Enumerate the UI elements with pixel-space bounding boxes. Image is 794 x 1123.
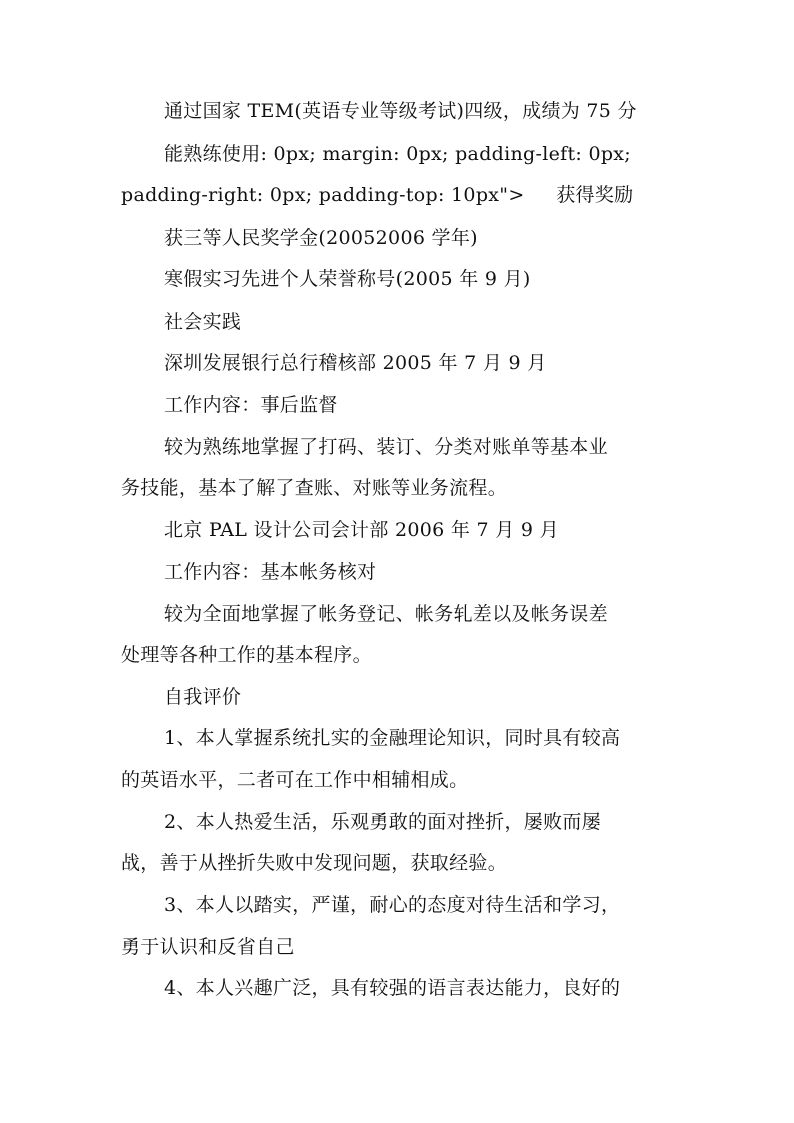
section-heading-practice: 社会实践 xyxy=(164,311,242,333)
line-skills-fragment-2: padding-right: 0px; padding-top: 10px"> 获得奖励 xyxy=(121,184,634,206)
line-skills-fragment-1: 能熟练使用: 0px; margin: 0px; padding-left: 0px; xyxy=(164,143,632,165)
line-eval-1b: 的英语水平，二者可在工作中相辅相成。 xyxy=(121,769,469,791)
line-honor-title: 寒假实习先进个人荣誉称号(2005 年 9 月) xyxy=(164,268,531,290)
section-heading-self-eval: 自我评价 xyxy=(164,686,242,708)
line-eval-4a: 4、本人兴趣广泛，具有较强的语言表达能力，良好的 xyxy=(164,977,621,999)
line-job-1-title: 深圳发展银行总行稽核部 2005 年 7 月 9 月 xyxy=(164,352,547,374)
line-tem-score: 通过国家 TEM(英语专业等级考试)四级，成绩为 75 分 xyxy=(164,100,637,122)
line-eval-2a: 2、本人热爱生活，乐观勇敢的面对挫折，屡败而屡 xyxy=(164,811,601,833)
line-job-2-desc-2: 处理等各种工作的基本程序。 xyxy=(121,644,372,666)
line-eval-3b: 勇于认识和反省自己 xyxy=(121,936,295,958)
line-job-2-duty: 工作内容：基本帐务核对 xyxy=(164,561,377,583)
line-job-2-title: 北京 PAL 设计公司会计部 2006 年 7 月 9 月 xyxy=(164,519,559,541)
line-job-2-desc-1: 较为全面地掌握了帐务登记、帐务轧差以及帐务误差 xyxy=(164,603,608,625)
line-eval-2b: 战，善于从挫折失败中发现问题，获取经验。 xyxy=(121,852,508,874)
line-scholarship: 获三等人民奖学金(20052006 学年) xyxy=(164,227,478,249)
line-job-1-desc-2: 务技能，基本了解了查账、对账等业务流程。 xyxy=(121,477,508,499)
line-job-1-duty: 工作内容：事后监督 xyxy=(164,394,338,416)
line-job-1-desc-1: 较为熟练地掌握了打码、装订、分类对账单等基本业 xyxy=(164,436,608,458)
line-eval-1a: 1、本人掌握系统扎实的金融理论知识，同时具有较高 xyxy=(164,727,621,749)
line-eval-3a: 3、本人以踏实，严谨，耐心的态度对待生活和学习， xyxy=(164,894,621,916)
